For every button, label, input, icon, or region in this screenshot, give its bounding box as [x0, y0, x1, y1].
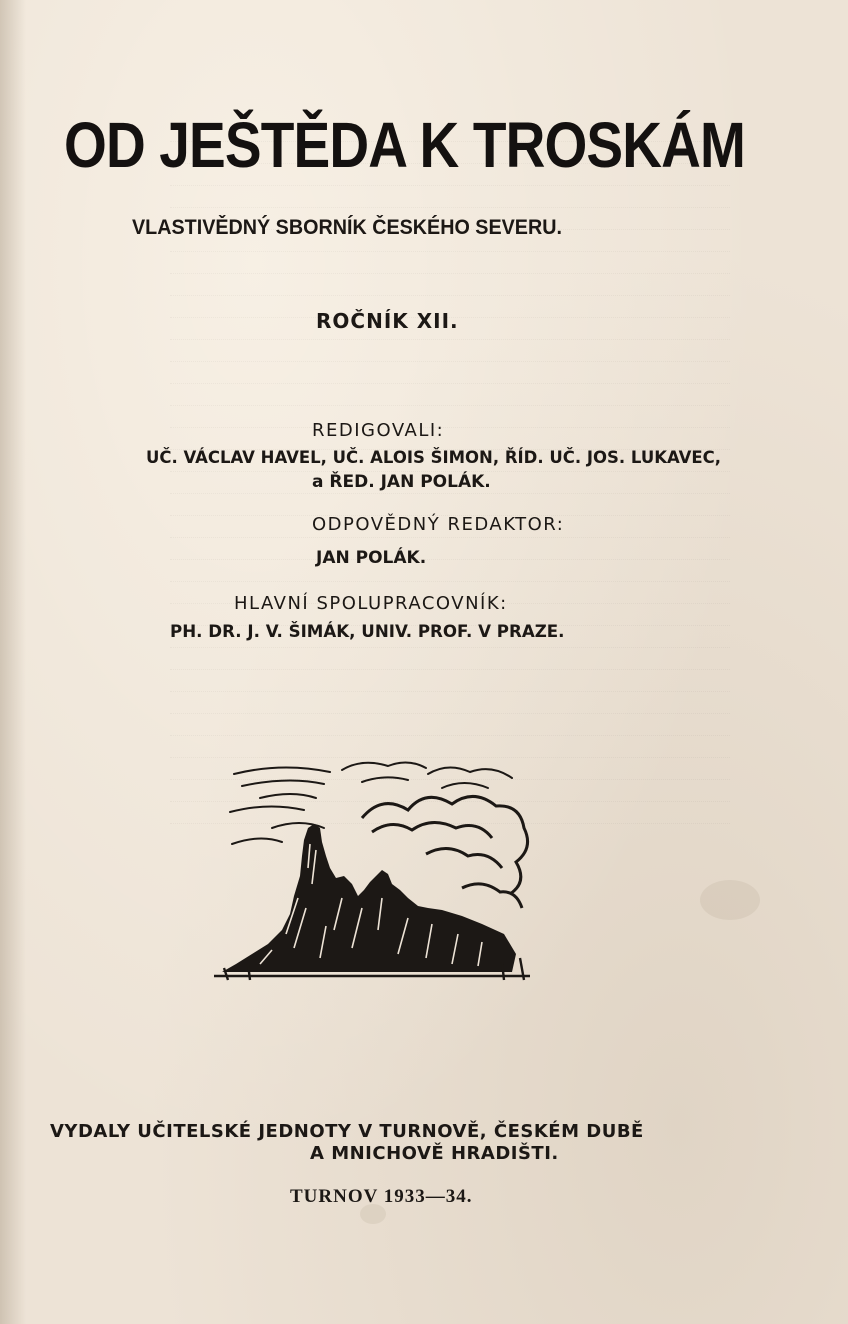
responsible-editor-label: ODPOVĚDNÝ REDAKTOR: [312, 514, 565, 535]
show-through-text [170, 120, 730, 1220]
editors-names-line-2: a ŘED. JAN POLÁK. [312, 472, 491, 492]
main-collaborator-label: HLAVNÍ SPOLUPRACOVNÍK: [234, 593, 508, 614]
castle-rock-silhouette [222, 824, 516, 972]
responsible-editor-name: JAN POLÁK. [316, 548, 427, 568]
publisher-line-2: A MNICHOVĚ HRADIŠTI. [310, 1143, 559, 1164]
castle-ruins-woodcut-icon [212, 758, 532, 984]
book-title: OD JEŠTĚDA K TROSKÁM [64, 109, 746, 181]
publisher-line-1: VYDALY UČITELSKÉ JEDNOTY V TURNOVĚ, ČESKÉM DUBĚ [50, 1121, 644, 1142]
editors-label: REDIGOVALI: [312, 420, 445, 441]
book-subtitle: VLASTIVĚDNÝ SBORNÍK ČESKÉHO SEVERU. [132, 216, 562, 239]
imprint-place-year: TURNOV 1933—34. [290, 1186, 473, 1207]
editors-names-line-1: UČ. VÁCLAV HAVEL, UČ. ALOIS ŠIMON, ŘÍD. UČ. JOS. LUKAVEC, [146, 448, 722, 468]
paper-stain [700, 880, 760, 920]
main-collaborator-name: PH. DR. J. V. ŠIMÁK, UNIV. PROF. V PRAZE. [170, 622, 565, 642]
sky-hatching [230, 762, 512, 844]
page-binding-shadow [0, 0, 26, 1324]
volume-number: ROČNÍK XII. [316, 309, 459, 333]
